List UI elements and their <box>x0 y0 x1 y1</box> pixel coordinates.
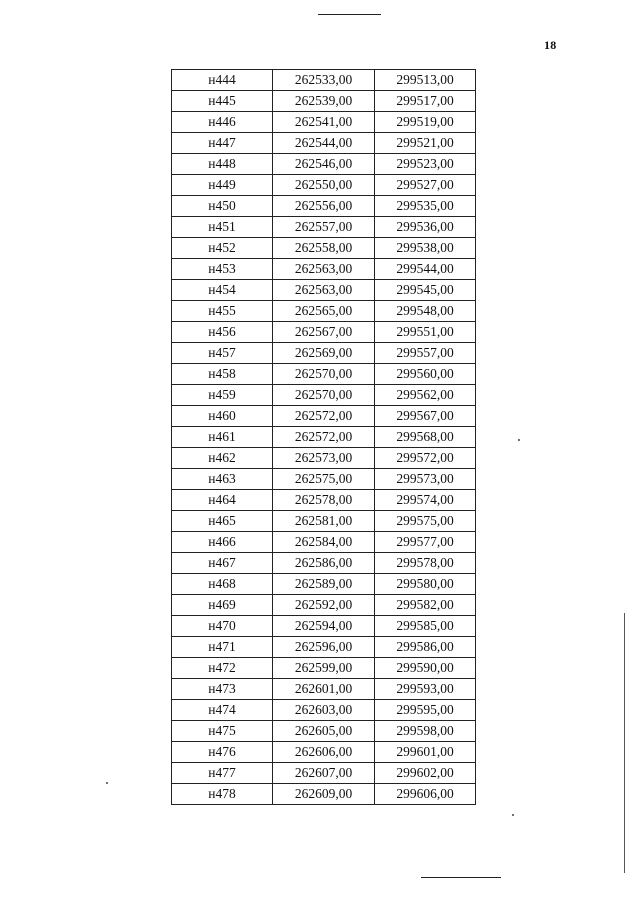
x-coordinate-cell: 262557,00 <box>273 217 375 238</box>
y-coordinate-cell: 299545,00 <box>375 280 476 301</box>
x-coordinate-cell: 262572,00 <box>273 427 375 448</box>
scan-speck <box>518 439 520 441</box>
x-coordinate-cell: 262567,00 <box>273 322 375 343</box>
x-coordinate-cell: 262589,00 <box>273 574 375 595</box>
point-id-cell: н447 <box>172 133 273 154</box>
point-id-cell: н469 <box>172 595 273 616</box>
table-row <box>172 595 476 616</box>
y-coordinate-cell: 299557,00 <box>375 343 476 364</box>
table-row <box>172 259 476 280</box>
point-id-cell: н468 <box>172 574 273 595</box>
y-coordinate-cell: 299523,00 <box>375 154 476 175</box>
table-row <box>172 427 476 448</box>
table-row <box>172 490 476 511</box>
y-coordinate-cell: 299562,00 <box>375 385 476 406</box>
y-coordinate-cell: 299551,00 <box>375 322 476 343</box>
x-coordinate-cell: 262586,00 <box>273 553 375 574</box>
x-coordinate-cell: 262556,00 <box>273 196 375 217</box>
y-coordinate-cell: 299513,00 <box>375 70 476 91</box>
x-coordinate-cell: 262609,00 <box>273 784 375 805</box>
x-coordinate-cell: 262603,00 <box>273 700 375 721</box>
x-coordinate-cell: 262569,00 <box>273 343 375 364</box>
table-row <box>172 784 476 805</box>
table-row <box>172 406 476 427</box>
y-coordinate-cell: 299544,00 <box>375 259 476 280</box>
table-row <box>172 700 476 721</box>
x-coordinate-cell: 262570,00 <box>273 364 375 385</box>
point-id-cell: н457 <box>172 343 273 364</box>
table-row <box>172 280 476 301</box>
y-coordinate-cell: 299598,00 <box>375 721 476 742</box>
scan-speck <box>512 814 514 816</box>
point-id-cell: н444 <box>172 70 273 91</box>
table-row <box>172 532 476 553</box>
x-coordinate-cell: 262558,00 <box>273 238 375 259</box>
point-id-cell: н452 <box>172 238 273 259</box>
point-id-cell: н459 <box>172 385 273 406</box>
x-coordinate-cell: 262546,00 <box>273 154 375 175</box>
y-coordinate-cell: 299590,00 <box>375 658 476 679</box>
table-row <box>172 763 476 784</box>
y-coordinate-cell: 299517,00 <box>375 91 476 112</box>
point-id-cell: н450 <box>172 196 273 217</box>
table-row <box>172 385 476 406</box>
x-coordinate-cell: 262601,00 <box>273 679 375 700</box>
x-coordinate-cell: 262539,00 <box>273 91 375 112</box>
x-coordinate-cell: 262572,00 <box>273 406 375 427</box>
x-coordinate-cell: 262563,00 <box>273 259 375 280</box>
x-coordinate-cell: 262575,00 <box>273 469 375 490</box>
scan-speck <box>106 782 108 784</box>
point-id-cell: н461 <box>172 427 273 448</box>
x-coordinate-cell: 262565,00 <box>273 301 375 322</box>
x-coordinate-cell: 262581,00 <box>273 511 375 532</box>
point-id-cell: н475 <box>172 721 273 742</box>
y-coordinate-cell: 299535,00 <box>375 196 476 217</box>
point-id-cell: н471 <box>172 637 273 658</box>
point-id-cell: н467 <box>172 553 273 574</box>
x-coordinate-cell: 262592,00 <box>273 595 375 616</box>
table-row <box>172 742 476 763</box>
table-row <box>172 154 476 175</box>
point-id-cell: н472 <box>172 658 273 679</box>
x-coordinate-cell: 262578,00 <box>273 490 375 511</box>
y-coordinate-cell: 299601,00 <box>375 742 476 763</box>
point-id-cell: н448 <box>172 154 273 175</box>
table-row <box>172 721 476 742</box>
x-coordinate-cell: 262584,00 <box>273 532 375 553</box>
y-coordinate-cell: 299585,00 <box>375 616 476 637</box>
y-coordinate-cell: 299593,00 <box>375 679 476 700</box>
x-coordinate-cell: 262550,00 <box>273 175 375 196</box>
point-id-cell: н451 <box>172 217 273 238</box>
y-coordinate-cell: 299602,00 <box>375 763 476 784</box>
y-coordinate-cell: 299574,00 <box>375 490 476 511</box>
point-id-cell: н446 <box>172 112 273 133</box>
y-coordinate-cell: 299606,00 <box>375 784 476 805</box>
coordinates-table-body <box>172 70 476 805</box>
table-row <box>172 322 476 343</box>
x-coordinate-cell: 262605,00 <box>273 721 375 742</box>
point-id-cell: н474 <box>172 700 273 721</box>
y-coordinate-cell: 299560,00 <box>375 364 476 385</box>
y-coordinate-cell: 299521,00 <box>375 133 476 154</box>
point-id-cell: н476 <box>172 742 273 763</box>
point-id-cell: н462 <box>172 448 273 469</box>
point-id-cell: н460 <box>172 406 273 427</box>
y-coordinate-cell: 299578,00 <box>375 553 476 574</box>
x-coordinate-cell: 262533,00 <box>273 70 375 91</box>
x-coordinate-cell: 262541,00 <box>273 112 375 133</box>
y-coordinate-cell: 299527,00 <box>375 175 476 196</box>
table-row <box>172 343 476 364</box>
point-id-cell: н477 <box>172 763 273 784</box>
header-rule <box>318 14 381 15</box>
point-id-cell: н478 <box>172 784 273 805</box>
table-row <box>172 637 476 658</box>
x-coordinate-cell: 262607,00 <box>273 763 375 784</box>
point-id-cell: н456 <box>172 322 273 343</box>
y-coordinate-cell: 299519,00 <box>375 112 476 133</box>
y-coordinate-cell: 299582,00 <box>375 595 476 616</box>
y-coordinate-cell: 299573,00 <box>375 469 476 490</box>
table-row <box>172 70 476 91</box>
y-coordinate-cell: 299536,00 <box>375 217 476 238</box>
point-id-cell: н470 <box>172 616 273 637</box>
x-coordinate-cell: 262596,00 <box>273 637 375 658</box>
footer-rule <box>421 877 501 878</box>
table-row <box>172 511 476 532</box>
table-row <box>172 679 476 700</box>
scan-edge-line <box>624 613 625 873</box>
coordinates-table <box>171 69 476 805</box>
y-coordinate-cell: 299577,00 <box>375 532 476 553</box>
x-coordinate-cell: 262563,00 <box>273 280 375 301</box>
y-coordinate-cell: 299572,00 <box>375 448 476 469</box>
x-coordinate-cell: 262606,00 <box>273 742 375 763</box>
table-row <box>172 91 476 112</box>
y-coordinate-cell: 299595,00 <box>375 700 476 721</box>
table-row <box>172 196 476 217</box>
table-row <box>172 616 476 637</box>
table-row <box>172 112 476 133</box>
point-id-cell: н455 <box>172 301 273 322</box>
point-id-cell: н458 <box>172 364 273 385</box>
x-coordinate-cell: 262544,00 <box>273 133 375 154</box>
point-id-cell: н453 <box>172 259 273 280</box>
y-coordinate-cell: 299538,00 <box>375 238 476 259</box>
table-row <box>172 238 476 259</box>
x-coordinate-cell: 262599,00 <box>273 658 375 679</box>
table-row <box>172 364 476 385</box>
table-row <box>172 217 476 238</box>
table-row <box>172 448 476 469</box>
point-id-cell: н463 <box>172 469 273 490</box>
point-id-cell: н449 <box>172 175 273 196</box>
point-id-cell: н473 <box>172 679 273 700</box>
point-id-cell: н464 <box>172 490 273 511</box>
table-row <box>172 301 476 322</box>
table-row <box>172 133 476 154</box>
x-coordinate-cell: 262570,00 <box>273 385 375 406</box>
table-row <box>172 175 476 196</box>
y-coordinate-cell: 299548,00 <box>375 301 476 322</box>
point-id-cell: н465 <box>172 511 273 532</box>
y-coordinate-cell: 299568,00 <box>375 427 476 448</box>
x-coordinate-cell: 262573,00 <box>273 448 375 469</box>
table-row <box>172 574 476 595</box>
table-row <box>172 469 476 490</box>
table-row <box>172 658 476 679</box>
y-coordinate-cell: 299586,00 <box>375 637 476 658</box>
y-coordinate-cell: 299580,00 <box>375 574 476 595</box>
point-id-cell: н445 <box>172 91 273 112</box>
x-coordinate-cell: 262594,00 <box>273 616 375 637</box>
table-row <box>172 553 476 574</box>
y-coordinate-cell: 299575,00 <box>375 511 476 532</box>
point-id-cell: н466 <box>172 532 273 553</box>
page-number: 18 <box>544 38 557 52</box>
y-coordinate-cell: 299567,00 <box>375 406 476 427</box>
point-id-cell: н454 <box>172 280 273 301</box>
